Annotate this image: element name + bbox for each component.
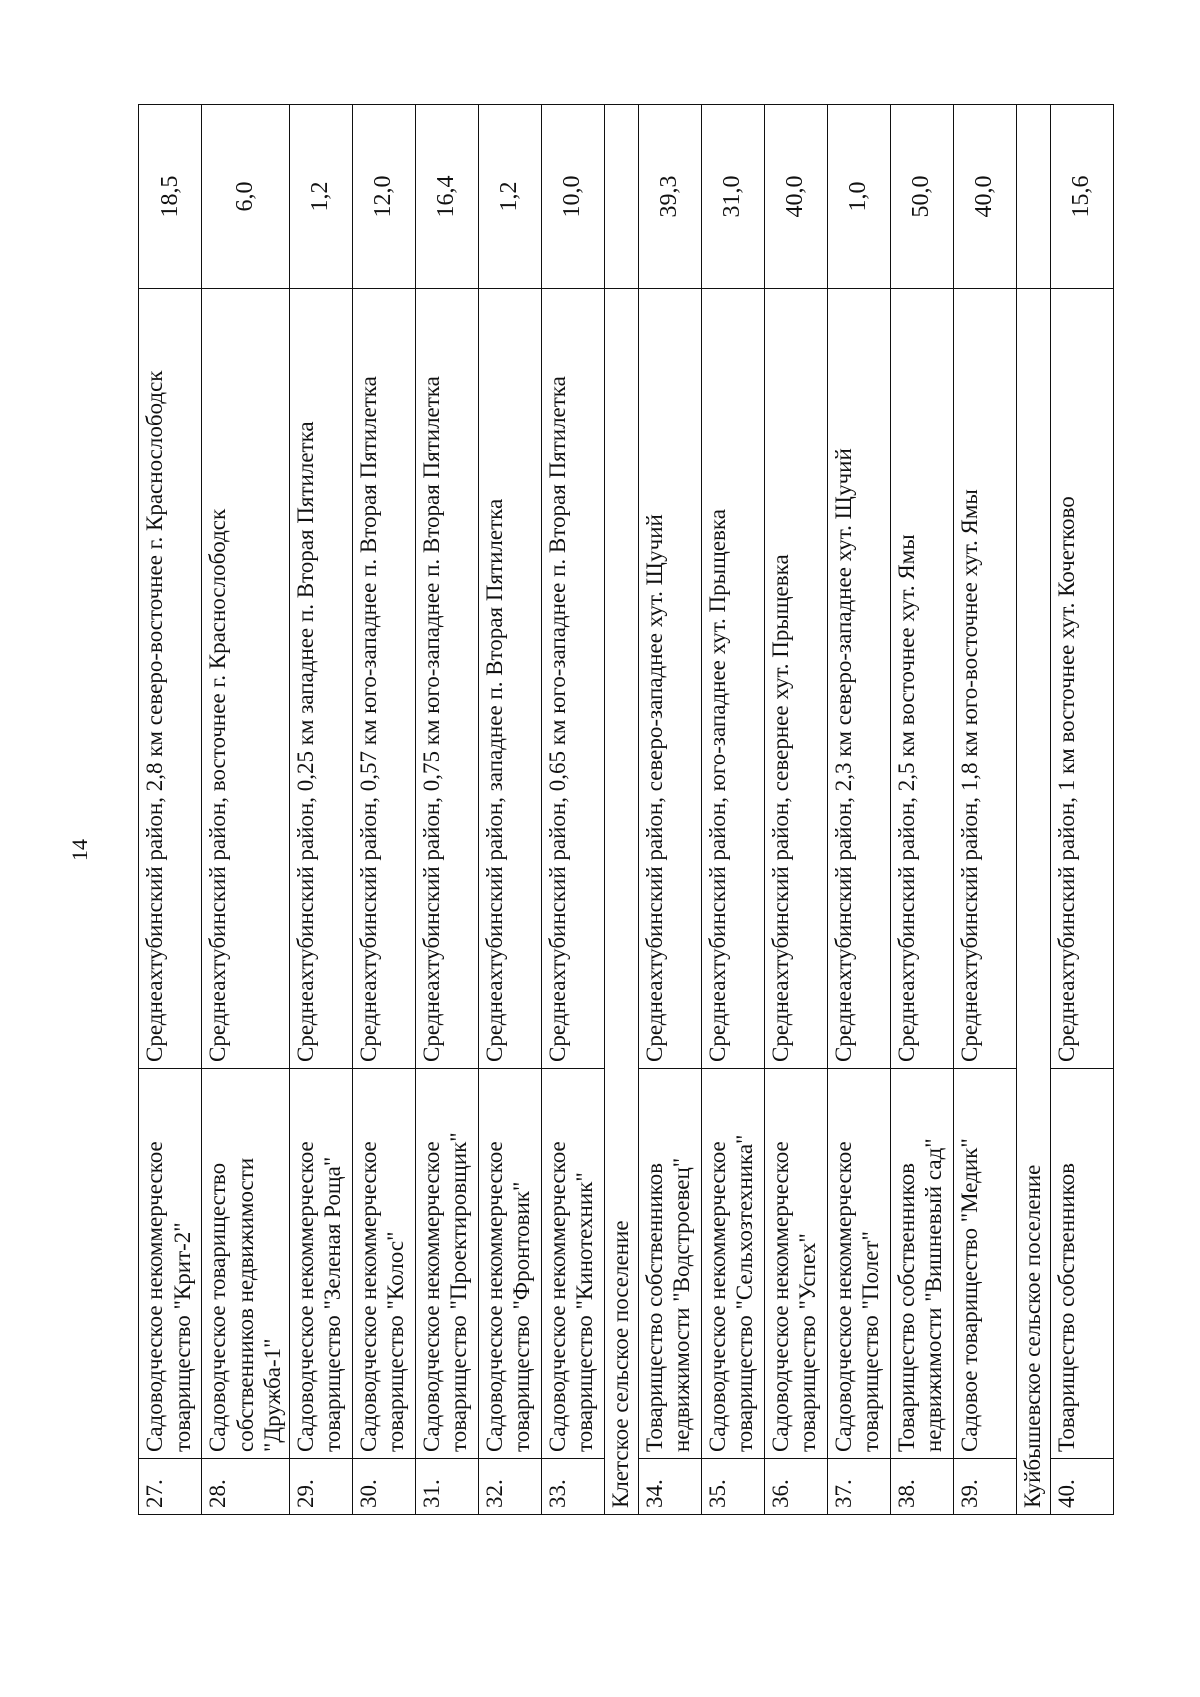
row-number-cell: 40.: [1050, 1459, 1113, 1515]
partnership-name-cell: Садоводческое некоммерческое товарищество "Колос": [352, 1069, 415, 1459]
page-number: 14: [67, 839, 92, 861]
row-number-cell: 30.: [352, 1459, 415, 1515]
area-cell: 1,2: [478, 105, 541, 289]
section-empty-cell: [604, 105, 638, 289]
location-cell: Среднеахтубинский район, 2,3 км северо-западнее хут. Щучий: [827, 289, 890, 1069]
location-cell: Среднеахтубинский район, северо-западнее хут. Щучий: [638, 289, 701, 1069]
table-row: [638, 105, 701, 1515]
location-cell: Среднеахтубинский район, западнее п. Вторая Пятилетка: [478, 289, 541, 1069]
row-number-cell: 31.: [415, 1459, 478, 1515]
area-cell: 50,0: [890, 105, 953, 289]
partnership-name-cell: Товарищество собственников недвижимости "Водстроевец": [638, 1069, 701, 1459]
table-row: [139, 105, 202, 1515]
location-cell: Среднеахтубинский район, 0,75 км юго-западнее п. Вторая Пятилетка: [415, 289, 478, 1069]
table-row: [289, 105, 352, 1515]
area-cell: 1,2: [289, 105, 352, 289]
area-cell: 12,0: [352, 105, 415, 289]
partnership-name-cell: Садоводческое некоммерческое товарищество "Сельхозтехника": [701, 1069, 764, 1459]
snt-table: [138, 104, 1114, 1515]
table-row: [541, 105, 604, 1515]
location-cell: Среднеахтубинский район, 0,65 км юго-западнее п. Вторая Пятилетка: [541, 289, 604, 1069]
area-cell: 40,0: [953, 105, 1016, 289]
location-cell: Среднеахтубинский район, 0,25 км западнее п. Вторая Пятилетка: [289, 289, 352, 1069]
partnership-name-cell: Товарищество собственников: [1050, 1069, 1113, 1459]
table-row: [827, 105, 890, 1515]
partnership-name-cell: Садоводческое некоммерческое товарищество "Кинотехник": [541, 1069, 604, 1459]
partnership-name-cell: Садоводческое некоммерческое товарищество "Полет": [827, 1069, 890, 1459]
location-cell: Среднеахтубинский район, севернее хут. Прыщевка: [764, 289, 827, 1069]
area-cell: 16,4: [415, 105, 478, 289]
area-cell: 15,6: [1050, 105, 1113, 289]
partnership-name-cell: Садовое товарищество "Медик": [953, 1069, 1016, 1459]
area-cell: 10,0: [541, 105, 604, 289]
table-row: [890, 105, 953, 1515]
row-number-cell: 37.: [827, 1459, 890, 1515]
row-number-cell: 29.: [289, 1459, 352, 1515]
area-cell: 18,5: [139, 105, 202, 289]
table-row: [478, 105, 541, 1515]
row-number-cell: 36.: [764, 1459, 827, 1515]
table-row: [415, 105, 478, 1515]
table-row: [701, 105, 764, 1515]
area-cell: 6,0: [202, 105, 290, 289]
section-row: [1016, 105, 1050, 1515]
partnership-name-cell: Садоводческое товарищество собственников недвижимости "Дружба-1": [202, 1069, 290, 1459]
section-row: [604, 105, 638, 1515]
partnership-name-cell: Садоводческое некоммерческое товарищество "Успех": [764, 1069, 827, 1459]
partnership-name-cell: Садоводческое некоммерческое товарищество "Фронтовик": [478, 1069, 541, 1459]
area-cell: 1,0: [827, 105, 890, 289]
partnership-name-cell: Товарищество собственников недвижимости "Вишневый сад": [890, 1069, 953, 1459]
partnership-name-cell: Садоводческое некоммерческое товарищество "Зеленая Роща": [289, 1069, 352, 1459]
table-row: [953, 105, 1016, 1515]
area-cell: 31,0: [701, 105, 764, 289]
table-viewport: [138, 105, 1095, 1515]
location-cell: Среднеахтубинский район, юго-западнее хут. Прыщевка: [701, 289, 764, 1069]
rotated-table-container: [138, 105, 1095, 1515]
table-body: [139, 105, 1114, 1515]
row-number-cell: 33.: [541, 1459, 604, 1515]
location-cell: Среднеахтубинский район, 0,57 км юго-западнее п. Вторая Пятилетка: [352, 289, 415, 1069]
table-row: [1050, 105, 1113, 1515]
partnership-name-cell: Садоводческое некоммерческое товарищество "Проектировщик": [415, 1069, 478, 1459]
location-cell: Среднеахтубинский район, 1,8 км юго-восточнее хут. Ямы: [953, 289, 1016, 1069]
location-cell: Среднеахтубинский район, 2,8 км северо-восточнее г. Краснослободск: [139, 289, 202, 1069]
location-cell: Среднеахтубинский район, 1 км восточнее хут. Кочетково: [1050, 289, 1113, 1069]
row-number-cell: 35.: [701, 1459, 764, 1515]
section-title: Куйбышевское сельское поселение: [1016, 289, 1050, 1515]
location-cell: Среднеахтубинский район, 2,5 км восточнее хут. Ямы: [890, 289, 953, 1069]
row-number-cell: 34.: [638, 1459, 701, 1515]
table-row: [202, 105, 290, 1515]
row-number-cell: 27.: [139, 1459, 202, 1515]
location-cell: Среднеахтубинский район, восточнее г. Краснослободск: [202, 289, 290, 1069]
section-empty-cell: [1016, 105, 1050, 289]
row-number-cell: 38.: [890, 1459, 953, 1515]
section-title: Клетское сельское поселение: [604, 289, 638, 1515]
partnership-name-cell: Садоводческое некоммерческое товарищество "Крит-2": [139, 1069, 202, 1459]
row-number-cell: 39.: [953, 1459, 1016, 1515]
area-cell: 39,3: [638, 105, 701, 289]
table-row: [352, 105, 415, 1515]
table-row: [764, 105, 827, 1515]
row-number-cell: 32.: [478, 1459, 541, 1515]
row-number-cell: 28.: [202, 1459, 290, 1515]
area-cell: 40,0: [764, 105, 827, 289]
